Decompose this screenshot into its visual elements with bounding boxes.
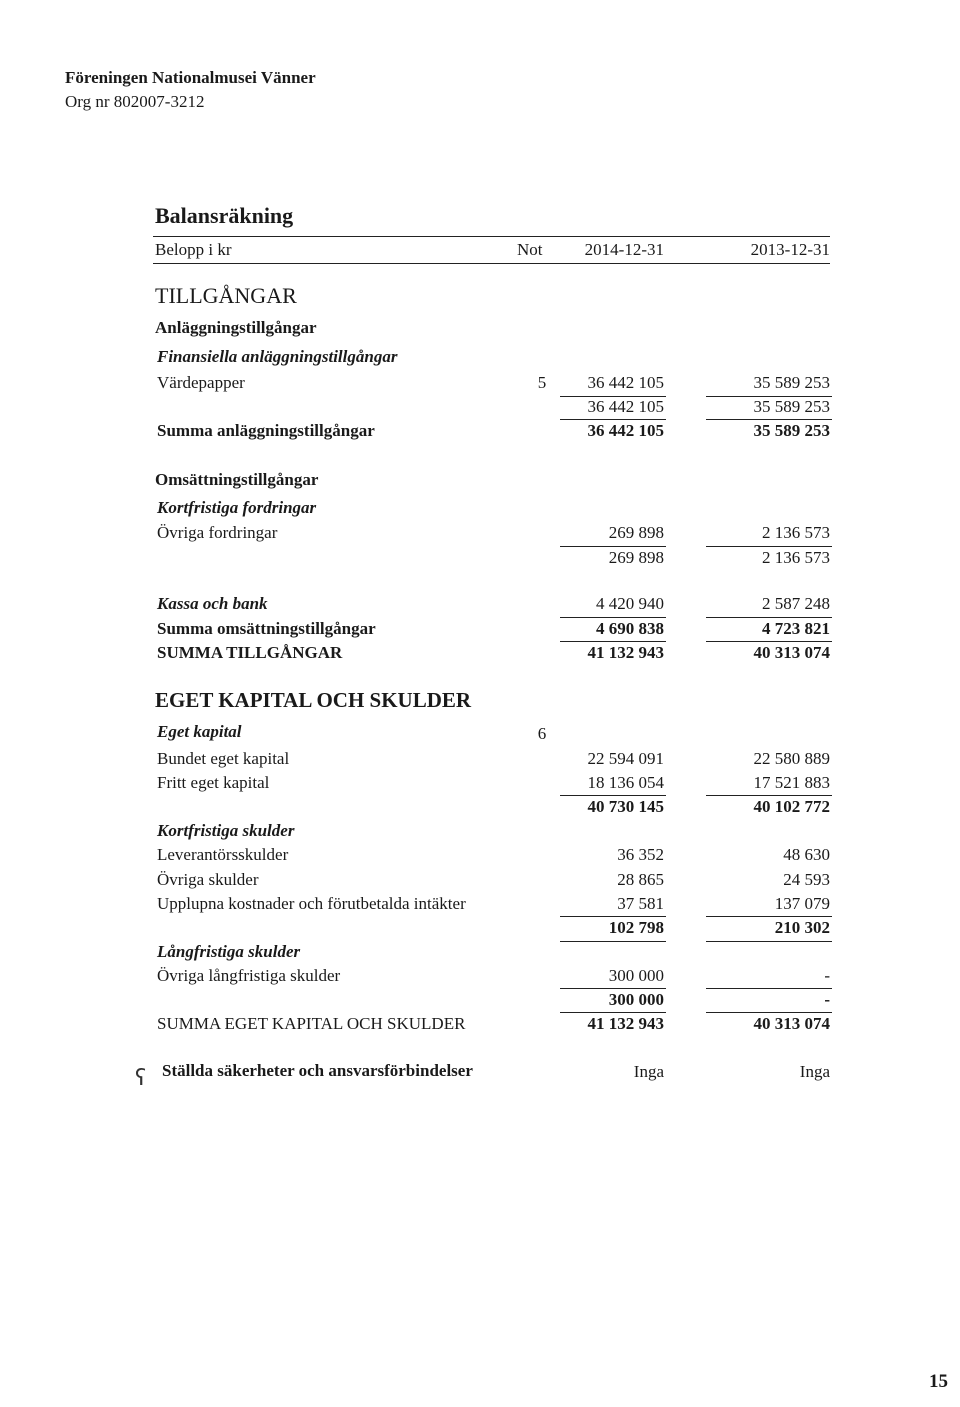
cash-label: Kassa och bank bbox=[157, 594, 268, 613]
rule bbox=[706, 419, 832, 420]
rule bbox=[706, 1012, 832, 1013]
accrued-expenses-2013: 137 079 bbox=[774, 894, 830, 913]
long-liabilities-subtotal-2013: - bbox=[824, 990, 830, 1009]
rule bbox=[560, 1012, 666, 1013]
fixed-assets-total-label: Summa anläggningstillgångar bbox=[157, 421, 375, 440]
handwritten-mark: ʕ bbox=[135, 1066, 147, 1091]
accrued-expenses-2014: 37 581 bbox=[617, 894, 664, 913]
total-assets-2014: 41 132 943 bbox=[587, 643, 664, 662]
rule bbox=[706, 795, 832, 796]
short-liabilities-heading: Kortfristiga skulder bbox=[157, 821, 295, 840]
free-equity-label: Fritt eget kapital bbox=[157, 773, 270, 792]
free-equity-2014: 18 136 054 bbox=[587, 773, 664, 792]
rule bbox=[560, 546, 666, 547]
header-bottom-rule bbox=[153, 263, 830, 264]
fixed-assets-total-2013: 35 589 253 bbox=[753, 421, 830, 440]
payables-2013: 48 630 bbox=[783, 845, 830, 864]
current-assets-total-2014: 4 690 838 bbox=[596, 619, 664, 638]
total-equity-liabilities-2013: 40 313 074 bbox=[753, 1014, 830, 1033]
column-header-2013: 2013-12-31 bbox=[750, 240, 830, 259]
current-assets-total-2013: 4 723 821 bbox=[762, 619, 830, 638]
other-receivables-2013: 2 136 573 bbox=[762, 523, 830, 542]
short-receivables-heading: Kortfristiga fordringar bbox=[157, 498, 317, 517]
other-receivables-2014: 269 898 bbox=[608, 523, 664, 542]
column-header-2014: 2014-12-31 bbox=[584, 240, 664, 259]
financial-subtotal-2013: 35 589 253 bbox=[753, 397, 830, 416]
total-equity-liabilities-label: SUMMA EGET KAPITAL OCH SKULDER bbox=[157, 1014, 466, 1033]
rule bbox=[706, 617, 832, 618]
rule bbox=[560, 916, 666, 917]
rule bbox=[560, 419, 666, 420]
assets-heading: TILLGÅNGAR bbox=[155, 283, 297, 308]
short-liabilities-subtotal-2014: 102 798 bbox=[608, 918, 664, 937]
other-receivables-label: Övriga fordringar bbox=[157, 523, 278, 542]
pledges-2014: Inga bbox=[633, 1062, 664, 1081]
pledges-2013: Inga bbox=[799, 1062, 830, 1081]
receivables-subtotal-2014: 269 898 bbox=[608, 548, 664, 567]
current-assets-total-label: Summa omsättningstillgångar bbox=[157, 619, 376, 638]
fixed-assets-total-2014: 36 442 105 bbox=[587, 421, 664, 440]
rule bbox=[560, 641, 666, 642]
pledges-label: Ställda säkerheter och ansvarsförbindelser bbox=[162, 1061, 473, 1080]
equity-liabilities-heading: EGET KAPITAL OCH SKULDER bbox=[155, 688, 472, 712]
column-header-note: Not bbox=[517, 240, 543, 259]
equity-subtotal-2013: 40 102 772 bbox=[753, 797, 830, 816]
rule bbox=[560, 617, 666, 618]
page-title: Balansräkning bbox=[155, 203, 294, 228]
other-long-liabilities-2014: 300 000 bbox=[608, 966, 664, 985]
long-liabilities-heading: Långfristiga skulder bbox=[157, 942, 301, 961]
short-liabilities-subtotal-2013: 210 302 bbox=[774, 918, 830, 937]
header-top-rule bbox=[153, 236, 830, 237]
rule bbox=[706, 916, 832, 917]
organization-name: Föreningen Nationalmusei Vänner bbox=[65, 68, 316, 87]
securities-label: Värdepapper bbox=[157, 373, 245, 392]
rule bbox=[560, 941, 666, 942]
other-liabilities-label: Övriga skulder bbox=[157, 870, 259, 889]
total-equity-liabilities-2014: 41 132 943 bbox=[587, 1014, 664, 1033]
restricted-equity-label: Bundet eget kapital bbox=[157, 749, 290, 768]
securities-2013: 35 589 253 bbox=[753, 373, 830, 392]
total-assets-label: SUMMA TILLGÅNGAR bbox=[157, 643, 343, 662]
organization-number: Org nr 802007-3212 bbox=[65, 92, 205, 111]
rule bbox=[560, 795, 666, 796]
securities-2014: 36 442 105 bbox=[587, 373, 664, 392]
securities-note: 5 bbox=[537, 373, 547, 392]
current-assets-heading: Omsättningstillgångar bbox=[155, 470, 319, 489]
other-liabilities-2013: 24 593 bbox=[783, 870, 830, 889]
rule bbox=[706, 941, 832, 942]
column-header-label: Belopp i kr bbox=[155, 240, 232, 259]
other-liabilities-2014: 28 865 bbox=[617, 870, 664, 889]
receivables-subtotal-2013: 2 136 573 bbox=[762, 548, 830, 567]
long-liabilities-subtotal-2014: 300 000 bbox=[608, 990, 664, 1009]
equity-subtotal-2014: 40 730 145 bbox=[587, 797, 664, 816]
rule bbox=[706, 546, 832, 547]
payables-2014: 36 352 bbox=[617, 845, 664, 864]
restricted-equity-2013: 22 580 889 bbox=[753, 749, 830, 768]
cash-2013: 2 587 248 bbox=[762, 594, 830, 613]
equity-heading: Eget kapital bbox=[157, 722, 242, 741]
free-equity-2013: 17 521 883 bbox=[753, 773, 830, 792]
cash-2014: 4 420 940 bbox=[596, 594, 664, 613]
rule bbox=[706, 988, 832, 989]
restricted-equity-2014: 22 594 091 bbox=[587, 749, 664, 768]
accrued-expenses-label: Upplupna kostnader och förutbetalda intäkter bbox=[157, 894, 466, 913]
other-long-liabilities-2013: - bbox=[824, 966, 830, 985]
financial-fixed-assets-heading: Finansiella anläggningstillgångar bbox=[157, 347, 398, 366]
equity-note: 6 bbox=[537, 724, 547, 743]
total-assets-2013: 40 313 074 bbox=[753, 643, 830, 662]
financial-subtotal-2014: 36 442 105 bbox=[587, 397, 664, 416]
payables-label: Leverantörsskulder bbox=[157, 845, 289, 864]
other-long-liabilities-label: Övriga långfristiga skulder bbox=[157, 966, 341, 985]
fixed-assets-heading: Anläggningstillgångar bbox=[155, 318, 317, 337]
rule bbox=[706, 641, 832, 642]
page-number: 15 bbox=[929, 1371, 948, 1392]
rule bbox=[560, 988, 666, 989]
